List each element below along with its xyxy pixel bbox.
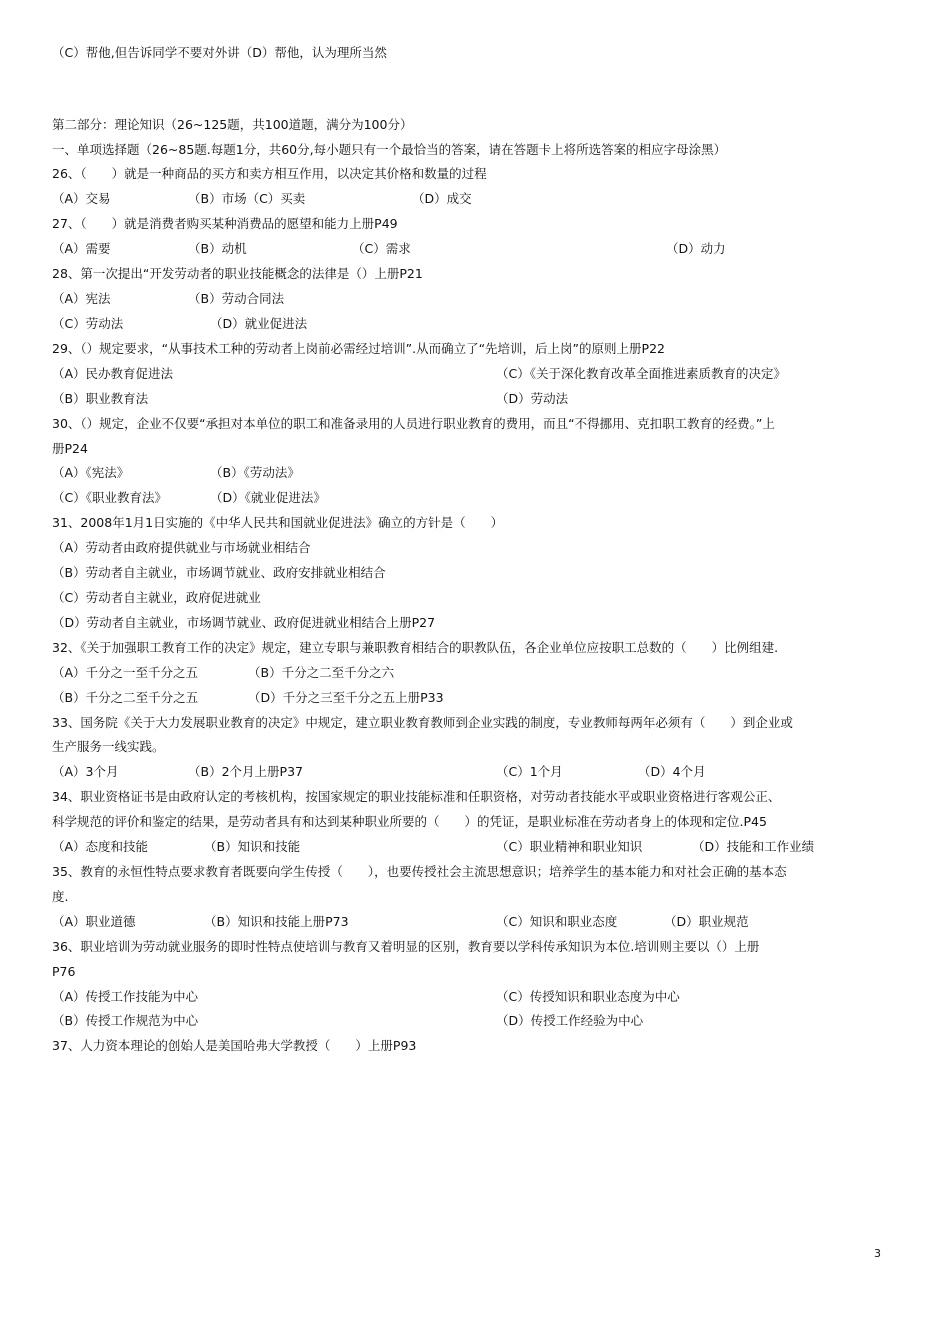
question-stem: 31、2008年1月1日实施的《中华人民共和国就业促进法》确立的方针是（ ） [52, 515, 504, 530]
question-stem-continued: 册P24 [52, 441, 88, 456]
option: （A）职业道德 [52, 914, 136, 929]
option: （B）劳动者自主就业，市场调节就业、政府安排就业相结合 [52, 565, 386, 580]
option: （B）传授工作规范为中心 [52, 1013, 199, 1028]
option: （A）态度和技能 [52, 839, 149, 854]
question-stem: 30、（）规定，企业不仅要“承担对本单位的职工和准备录用的人员进行职业教育的费用，而且“不得挪用、克扣职工教育的经费。”上 [52, 416, 775, 431]
option: （B）知识和技能上册P73 [204, 914, 349, 929]
option: （D）动力 [666, 241, 726, 256]
subsection-title: 一、单项选择题（26~85题.每题1分，共60分,每小题只有一个最恰当的答案，请在答题卡上将所选答案的相应字母涂黑） [52, 142, 727, 157]
option: （B）职业教育法 [52, 391, 149, 406]
option: （C）知识和职业态度 [496, 914, 618, 929]
option: （B）2个月上册P37 [188, 764, 303, 779]
option: （A）劳动者由政府提供就业与市场就业相结合 [52, 540, 311, 555]
option: （D）千分之三至千分之五上册P33 [248, 690, 444, 705]
question-stem-continued: P76 [52, 964, 76, 979]
option: （D）传授工作经验为中心 [496, 1013, 644, 1028]
option: （A）3个月 [52, 764, 119, 779]
option: （B）知识和技能 [204, 839, 301, 854]
question-stem: 36、职业培训为劳动就业服务的即时性特点使培训与教育又着明显的区别，教育要以学科传承知识为本位.培训则主要以（）上册 [52, 939, 760, 954]
question-stem: 35、教育的永恒性特点要求教育者既要向学生传授（ ），也要传授社会主流思想意识；培养学生的基本能力和对社会正确的基本态 [52, 864, 787, 879]
option: （A）交易 [52, 191, 111, 206]
question-stem: 27、（ ）就是消费者购买某种消费品的愿望和能力上册P49 [52, 216, 398, 231]
question-stem-continued: 生产服务一线实践。 [52, 739, 165, 754]
question-stem: 33、国务院《关于大力发展职业教育的决定》中规定，建立职业教育教师到企业实践的制度，专业教师每两年必须有（ ）到企业或 [52, 715, 793, 730]
option: （A）民办教育促进法 [52, 366, 174, 381]
question-stem-continued: 度. [52, 889, 69, 904]
option: （D）就业促进法 [210, 316, 308, 331]
option: （A）千分之一至千分之五 [52, 665, 199, 680]
option: （A）需要 [52, 241, 111, 256]
option: （C）《关于深化教育改革全面推进素质教育的决定》 [496, 366, 786, 381]
option: （B）千分之二至千分之五 [52, 690, 199, 705]
option: （D）成交 [412, 191, 472, 206]
option: （B）动机 [188, 241, 247, 256]
intro-line: （C）帮他,但告诉同学不要对外讲（D）帮他，认为理所当然 [52, 45, 387, 60]
option: （D）4个月 [638, 764, 706, 779]
question-stem: 26、（ ）就是一种商品的买方和卖方相互作用，以决定其价格和数量的过程 [52, 166, 487, 181]
option: （C）职业精神和职业知识 [496, 839, 643, 854]
option: （A）传授工作技能为中心 [52, 989, 199, 1004]
option: （A）《宪法》 [52, 465, 130, 480]
section-title: 第二部分：理论知识（26~125题，共100道题，满分为100分） [52, 117, 413, 132]
option: （D）职业规范 [664, 914, 749, 929]
option: （B）市场（C）买卖 [188, 191, 306, 206]
option: （A）宪法 [52, 291, 111, 306]
option: （B）《劳动法》 [210, 465, 300, 480]
question-stem: 37、人力资本理论的创始人是美国哈弗大学教授（ ）上册P93 [52, 1038, 417, 1053]
option: （C）《职业教育法》 [52, 490, 167, 505]
question-stem: 29、（）规定要求，“从事技术工种的劳动者上岗前必需经过培训”.从而确立了“先培训，后上岗”的原则上册P22 [52, 341, 665, 356]
question-stem: 34、职业资格证书是由政府认定的考核机构，按国家规定的职业技能标准和任职资格，对劳动者技能水平或职业资格进行客观公正、 [52, 789, 781, 804]
question-stem-continued: 科学规范的评价和鉴定的结果，是劳动者具有和达到某种职业所要的（ ）的凭证，是职业标准在劳动者身上的体现和定位.P45 [52, 814, 767, 829]
question-stem: 32、《关于加强职工教育工作的决定》规定，建立专职与兼职教育相结合的职教队伍，各企业单位应按职工总数的（ ）比例组建. [52, 640, 779, 655]
option: （C）1个月 [496, 764, 563, 779]
option: （B）千分之二至千分之六 [248, 665, 395, 680]
option: （C）传授知识和职业态度为中心 [496, 989, 680, 1004]
option: （D）劳动者自主就业，市场调节就业、政府促进就业相结合上册P27 [52, 615, 436, 630]
option: （C）劳动法 [52, 316, 124, 331]
option: （B）劳动合同法 [188, 291, 285, 306]
question-stem: 28、第一次提出“开发劳动者的职业技能概念的法律是（）上册P21 [52, 266, 423, 281]
option: （D）《就业促进法》 [210, 490, 326, 505]
option: （C）劳动者自主就业，政府促进就业 [52, 590, 261, 605]
option: （D）技能和工作业绩 [692, 839, 815, 854]
page-number: 3 [874, 1247, 881, 1260]
option: （D）劳动法 [496, 391, 569, 406]
option: （C）需求 [352, 241, 411, 256]
